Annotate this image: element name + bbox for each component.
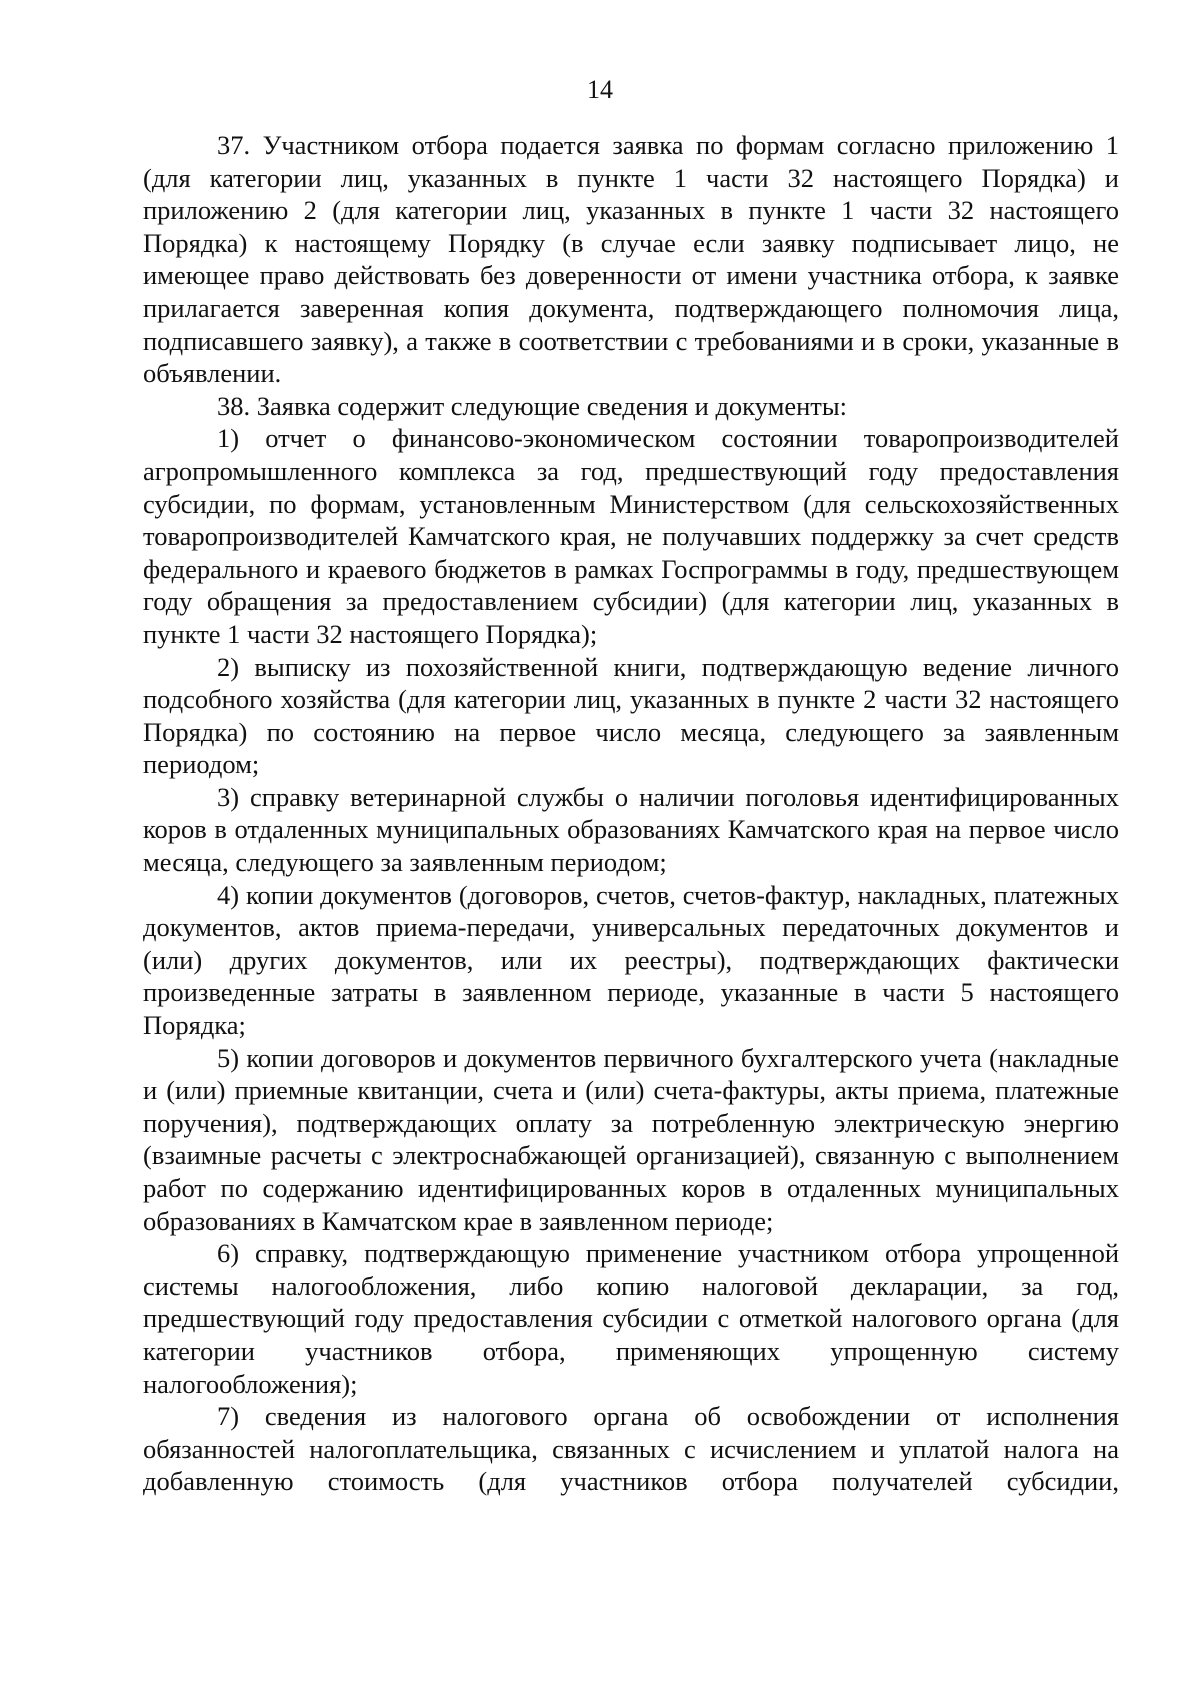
list-item-1: 1) отчет о финансово-экономическом состоянии товаропроизводителей агропромышленного комплекса за год, предшествующий году предоставления субсидии, по формам, установленным Министерством (для сельскохозяйственных товаропроизводителей Камчатского края, не получавших поддержку за счет средств федерального и краевого бюджетов в рамках Госпрограммы в году, предшествующем году обращения за предоставлением субсидии) (для категории лиц, указанных в пункте 1 части 32 настоящего Порядка); — [143, 423, 1119, 649]
list-item-5: 5) копии договоров и документов первичного бухгалтерского учета (накладные и (или) приемные квитанции, счета и (или) счета-фактуры, акты приема, платежные поручения), подтверждающих оплату за потребленную электрическую энергию (взаимные расчеты с электроснабжающей организацией), связанную с выполнением работ по содержанию идентифицированных коров в отдаленных муниципальных образованиях в Камчатском крае в заявленном периоде; — [143, 1042, 1119, 1236]
page-number: 14 — [587, 75, 613, 104]
list-item-3: 3) справку ветеринарной службы о наличии поголовья идентифицированных коров в отдаленных муниципальных образованиях Камчатского края на первое число месяца, следующего за заявленным периодом; — [143, 781, 1119, 878]
paragraph-38: 38. Заявка содержит следующие сведения и документы: — [217, 390, 848, 421]
list-item-7: 7) сведения из налогового органа об освобождении от исполнения обязанностей налогоплательщика, связанных с исчислением и уплатой налога на добавленную стоимость (для участников отбора получателей субсидии, — [143, 1401, 1119, 1497]
list-item-4: 4) копии документов (договоров, счетов, счетов-фактур, накладных, платежных документов, актов приема-передачи, универсальных передаточных документов и (или) других документов, или их реестры), подтверждающих фактически произведенные затраты в заявленном периоде, указанные в части 5 настоящего Порядка; — [143, 879, 1119, 1041]
list-item-2: 2) выписку из похозяйственной книги, подтверждающую ведение личного подсобного хозяйства (для категории лиц, указанных в пункте 2 части 32 настоящего Порядка) по состоянию на первое число месяца, следующего за заявленным периодом; — [143, 651, 1119, 780]
list-item-6: 6) справку, подтверждающую применение участником отбора упрощенной системы налогообложения, либо копию налоговой декларации, за год, предшествующий году предоставления субсидии с отметкой налогового органа (для категории участников отбора, применяющих упрощенную систему налогообложения); — [143, 1238, 1119, 1399]
document-body — [143, 129, 1119, 1498]
paragraph-37: 37. Участником отбора подается заявка по формам согласно приложению 1 (для категории лиц, указанных в пункте 1 части 32 настоящего Порядка) и приложению 2 (для категории лиц, указанных в пункте 1 части 32 настоящего Порядка) к настоящему Порядку (в случае если заявку подписывает лицо, не имеющее право действовать без доверенности от имени участника отбора, к заявке прилагается заверенная копия документа, подтверждающего полномочия лица, подписавшего заявку), а также в соответствии с требованиями и в сроки, указанные в объявлении. — [143, 130, 1119, 389]
